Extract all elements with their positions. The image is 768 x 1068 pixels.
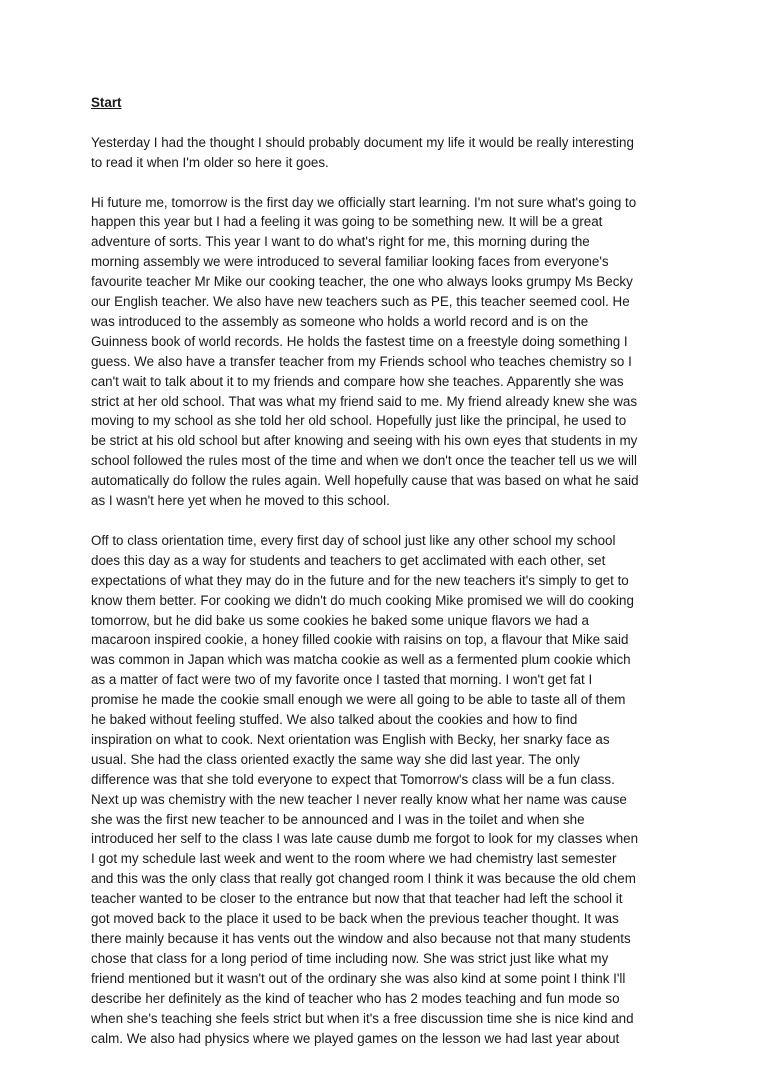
text-line: Guinness book of world records. He holds the fastest time on a freestyle doing something I xyxy=(91,333,628,349)
document-page xyxy=(91,93,691,1068)
text-line: as I wasn't here yet when he moved to this school. xyxy=(91,493,390,509)
text-line: adventure of sorts. This year I want to do what's right for me, this morning during the xyxy=(91,234,590,250)
text-line: tomorrow, but he did bake us some cookies he baked some unique flavors we had a xyxy=(91,612,589,628)
text-line: friend mentioned but it wasn't out of the ordinary she was also kind at some point I think I'll xyxy=(91,970,626,986)
text-line: and this was the only class that really got changed room I think it was because the old chem xyxy=(91,871,636,887)
text-line: moving to my school as she told her old school. Hopefully just like the principal, he used to xyxy=(91,413,627,429)
text-line: he baked without feeling stuffed. We also talked about the cookies and how to find xyxy=(91,712,578,728)
text-line: can't wait to talk about it to my friends and compare how she teaches. Apparently she was xyxy=(91,373,624,389)
text-line: usual. She had the class oriented exactly the same way she did last year. The only xyxy=(91,751,580,767)
document-body xyxy=(91,133,691,1049)
text-line: favourite teacher Mr Mike our cooking teacher, the one who always looks grumpy Ms Becky xyxy=(91,274,633,290)
text-line: be strict at his old school but after knowing and seeing with his own eyes that students in my xyxy=(91,433,638,449)
text-line: teacher wanted to be closer to the entrance but now that that teacher had left the school it xyxy=(91,891,623,907)
text-line: Off to class orientation time, every first day of school just like any other school my school xyxy=(91,532,616,548)
text-line: Hi future me, tomorrow is the first day we officially start learning. I'm not sure what's going to xyxy=(91,194,637,210)
text-line: describe her definitely as the kind of teacher who has 2 modes teaching and fun mode so xyxy=(91,990,620,1006)
text-line: know them better. For cooking we didn't do much cooking Mike promised we will do cooking xyxy=(91,592,634,608)
text-line: was introduced to the assembly as someone who holds a world record and is on the xyxy=(91,313,589,329)
text-line: macaroon inspired cookie, a honey filled cookie with raisins on top, a flavour that Mike said xyxy=(91,632,629,648)
text-line: school followed the rules most of the time and when we don't once the teacher tell us we will xyxy=(91,453,637,469)
paragraph xyxy=(91,531,691,1049)
text-line: calm. We also had physics where we played games on the lesson we had last year about xyxy=(91,1030,620,1046)
text-line: does this day as a way for students and teachers to get acclimated with each other, set xyxy=(91,552,606,568)
text-line: Yesterday I had the thought I should probably document my life it would be really interesting xyxy=(91,134,634,150)
text-line: difference was that she told everyone to expect that Tomorrow's class will be a fun class. xyxy=(91,771,615,787)
text-line: strict at her old school. That was what my friend said to me. My friend already knew she was xyxy=(91,393,638,409)
text-line: expectations of what they may do in the future and for the new teachers it's simply to get to xyxy=(91,572,629,588)
text-line: got moved back to the place it used to be back when the previous teacher thought. It was xyxy=(91,911,619,927)
text-line: as a matter of fact were two of my favorite once I tasted that morning. I won't get fat I xyxy=(91,672,593,688)
text-line: Next up was chemistry with the new teacher I never really know what her name was cause xyxy=(91,791,627,807)
document-heading: Start xyxy=(91,95,122,110)
text-line: when she's teaching she feels strict but when it's a free discussion time she is nice kind and xyxy=(91,1010,634,1026)
text-line: morning assembly we were introduced to several familiar looking faces from everyone's xyxy=(91,254,609,270)
text-line: I got my schedule last week and went to the room where we had chemistry last semester xyxy=(91,851,617,867)
text-line: automatically do follow the rules again. Well hopefully cause that was based on what he said xyxy=(91,473,639,489)
text-line: there mainly because it has vents out the window and also because not that many students xyxy=(91,931,631,947)
text-line: promise he made the cookie small enough we were all going to be able to taste all of them xyxy=(91,692,626,708)
text-line: was common in Japan which was matcha cookie as well as a fermented plum cookie which xyxy=(91,652,631,668)
text-line: our English teacher. We also have new teachers such as PE, this teacher seemed cool. He xyxy=(91,294,630,310)
paragraph xyxy=(91,133,691,173)
text-line: she was the first new teacher to be announced and I was in the toilet and when she xyxy=(91,811,585,827)
text-line: inspiration on what to cook. Next orientation was English with Becky, her snarky face as xyxy=(91,731,610,747)
text-line: happen this year but I had a feeling it was going to be something new. It will be a great xyxy=(91,214,603,230)
text-line: to read it when I'm older so here it goes. xyxy=(91,154,329,170)
text-line: chose that class for a long period of time including now. She was strict just like what my xyxy=(91,950,609,966)
paragraph xyxy=(91,193,691,512)
text-line: guess. We also have a transfer teacher from my Friends school who teaches chemistry so I xyxy=(91,353,632,369)
text-line: introduced her self to the class I was late cause dumb me forgot to look for my classes when xyxy=(91,831,639,847)
